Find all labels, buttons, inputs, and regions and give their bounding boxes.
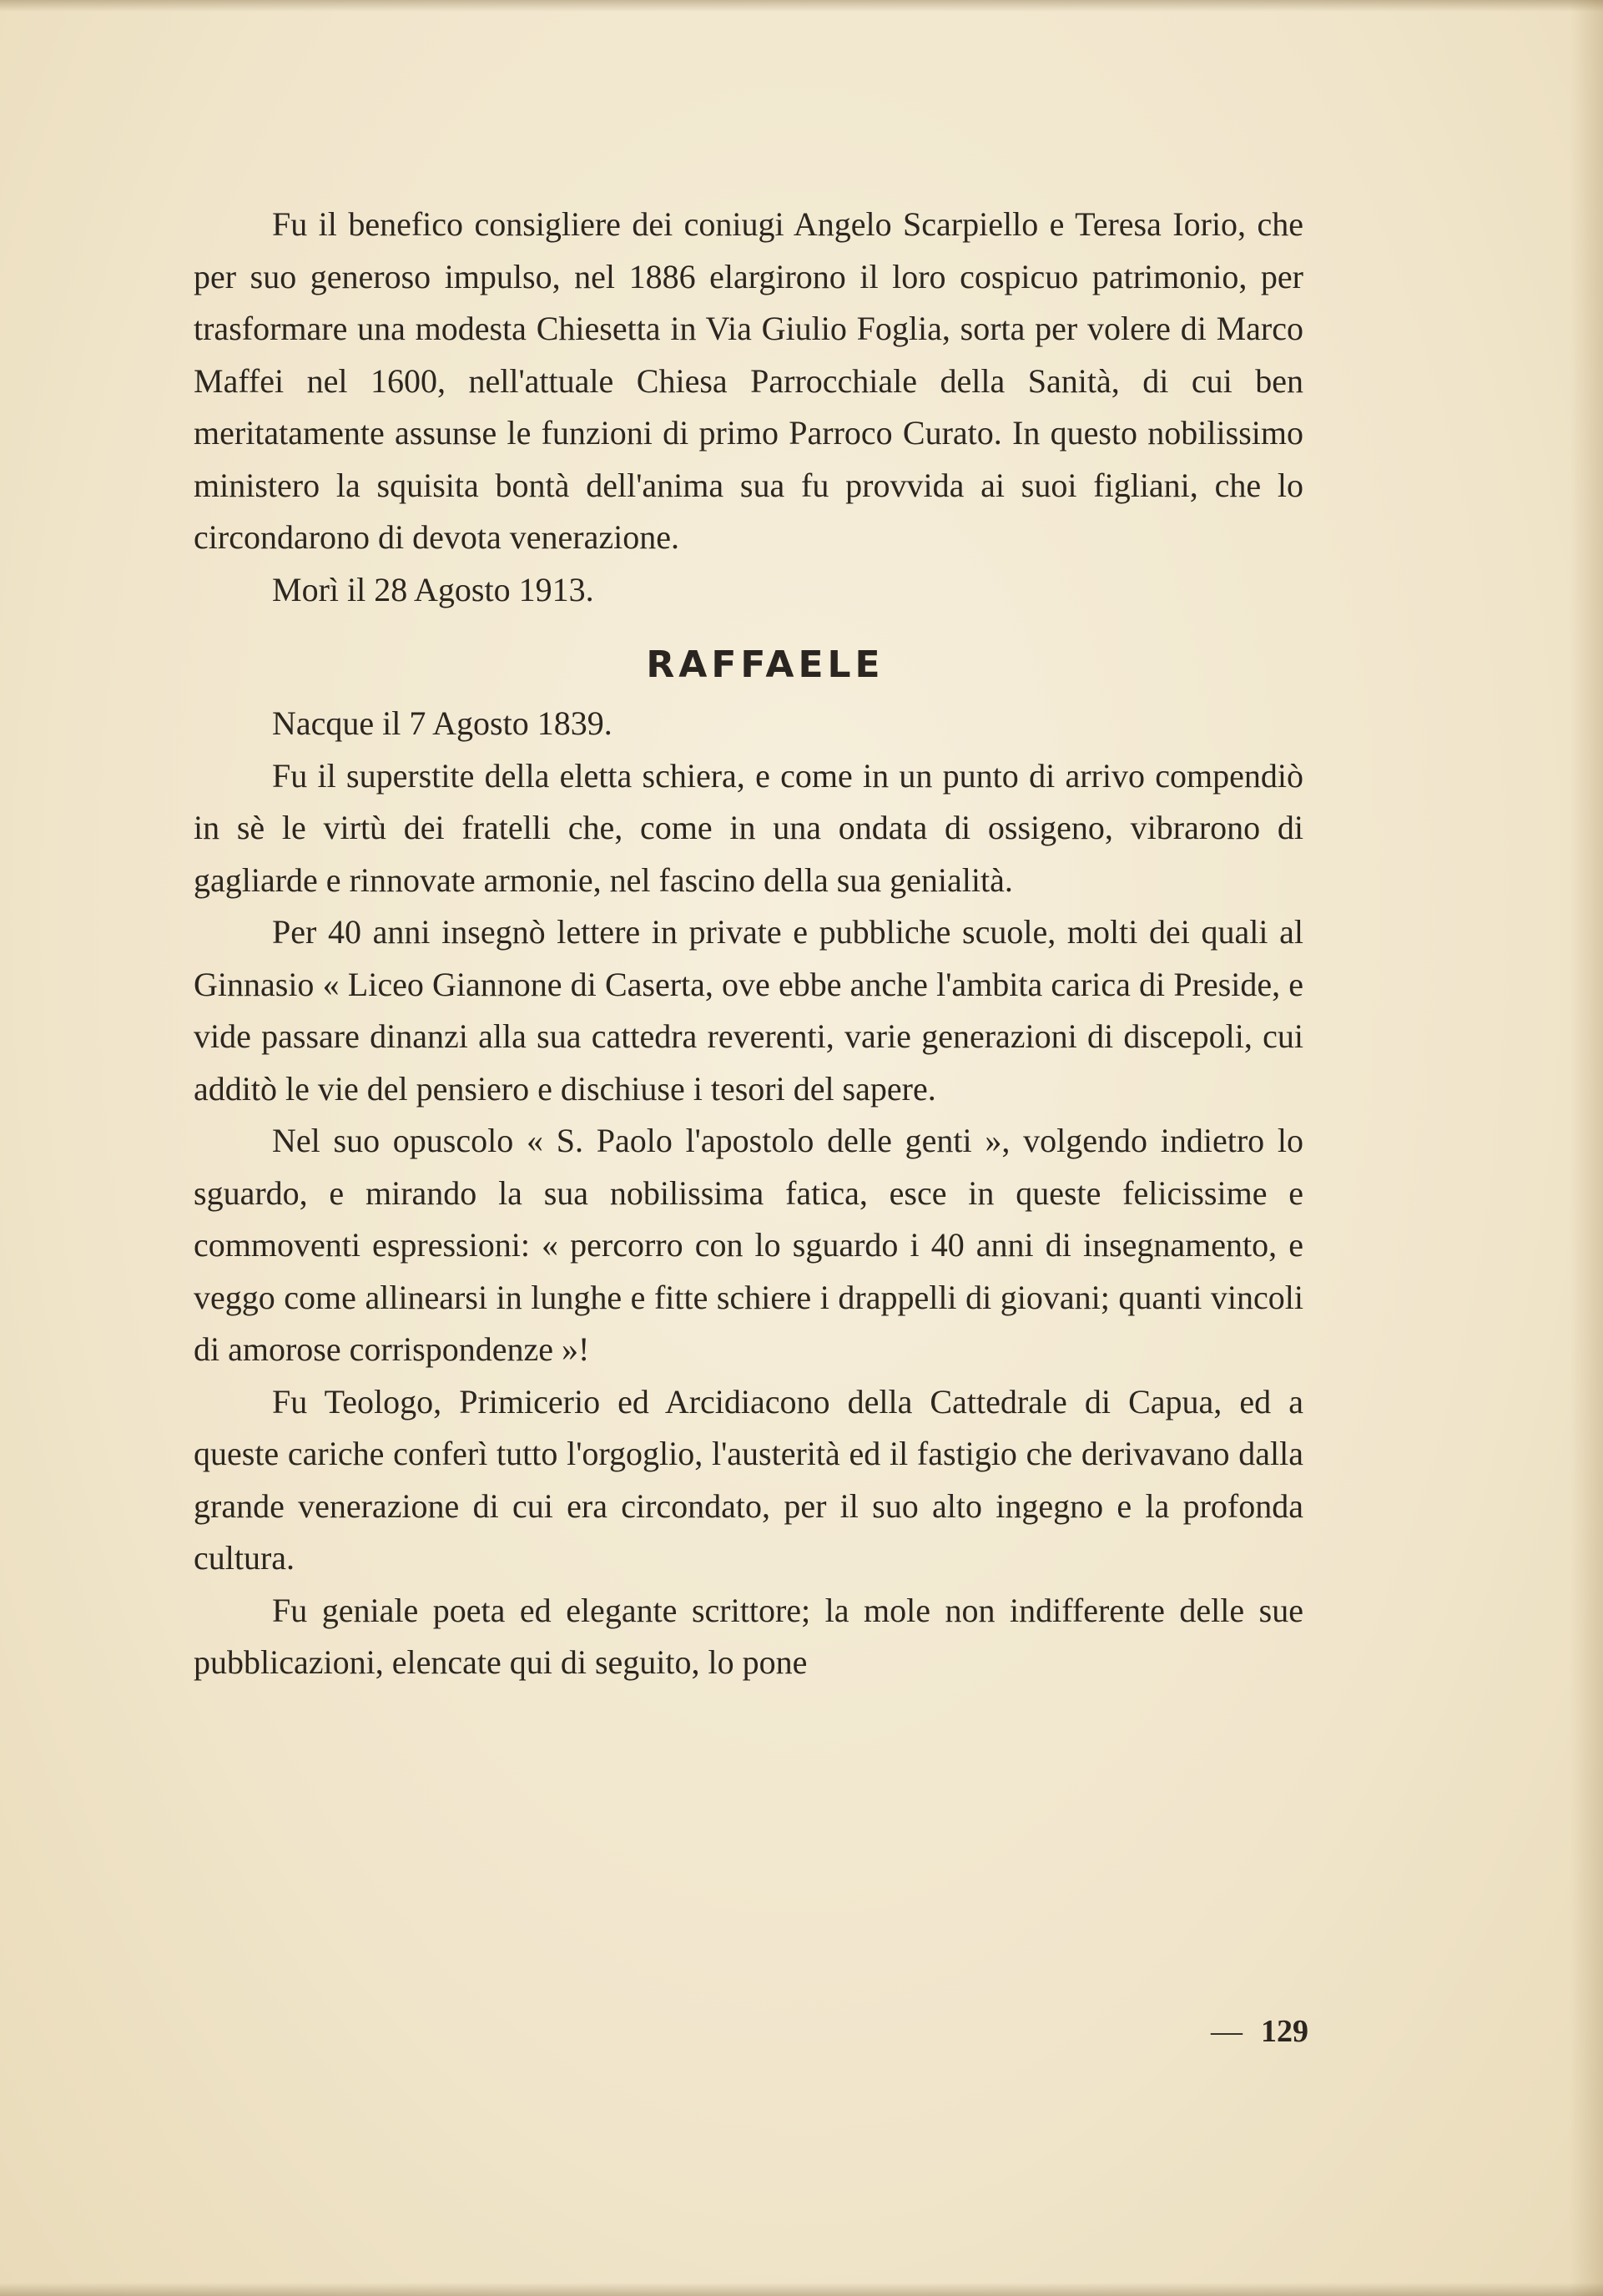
section-heading-raffaele: RAFFAELE bbox=[646, 643, 885, 686]
paragraph-birth-date: Nacque il 7 Agosto 1839. bbox=[272, 704, 612, 742]
page-edge-bottom bbox=[0, 2283, 1603, 2296]
paragraph-death-date: Morì il 28 Agosto 1913. bbox=[272, 570, 594, 608]
page-edge-top bbox=[0, 0, 1603, 12]
paragraph-teologo: Fu Teologo, Primicerio ed Arcidiacono della Cattedrale di Capua, ed a queste cariche conferì tutto l'orgoglio, l'austerità ed il fastigio che derivavano dalla grande venerazione di cui era circondato, per il suo alto ingegno e la profonda cultura. bbox=[194, 1382, 1303, 1577]
page-number bbox=[1183, 2013, 1308, 2050]
page-number-dash: — bbox=[1211, 2014, 1243, 2049]
paragraph-opuscolo: Nel suo opuscolo « S. Paolo l'apostolo delle genti », volgendo indietro lo sguardo, e mirando la sua nobilissima fatica, esce in queste felicissime e commoventi espressioni: « percorro con lo sguardo i 40 anni di insegnamento, e veggo come allinearsi in lunghe e fitte schiere i drappelli di giovani; quanti vincoli di amorose corrispondenze »! bbox=[194, 1122, 1303, 1368]
paragraph-superstite: Fu il superstite della eletta schiera, e come in un punto di arrivo compendiò in sè le virtù dei fratelli che, come in una ondata di ossigeno, vibrarono di gagliarde e rinnovate armonie, nel fascino della sua genialità. bbox=[194, 756, 1303, 899]
paragraph-poeta: Fu geniale poeta ed elegante scrittore; la mole non indifferente delle sue pubblicazioni, elencate qui di seguito, lo pone bbox=[194, 1591, 1303, 1681]
page-edge-right bbox=[1570, 0, 1603, 2296]
paragraph-scarpiello: Fu il benefico consigliere dei coniugi Angelo Scarpiello e Teresa Iorio, che per suo generoso impulso, nel 1886 elargirono il loro cospicuo patrimonio, per trasformare una modesta Chiesetta in Via Giulio Foglia, sorta per volere di Marco Maffei nel 1600, nell'attuale Chiesa Parrocchiale della Sanità, di cui ben meritatamente assunse le funzioni di primo Parroco Curato. In questo nobilissimo ministero la squisita bontà dell'anima sua fu provvida ai suoi figliani, che lo circondarono di devota venerazione. bbox=[194, 205, 1303, 556]
paragraph-insegno: Per 40 anni insegnò lettere in private e pubbliche scuole, molti dei quali al Ginnasio « Liceo Giannone di Caserta, ove ebbe anche l'ambita carica di Preside, e vide passare dinanzi alla sua cattedra reverenti, varie generazioni di discepoli, cui additò le vie del pensiero e dischiuse i tesori del sapere. bbox=[194, 913, 1303, 1108]
body-text bbox=[194, 199, 1303, 1689]
page-number-value: 129 bbox=[1261, 2014, 1308, 2049]
